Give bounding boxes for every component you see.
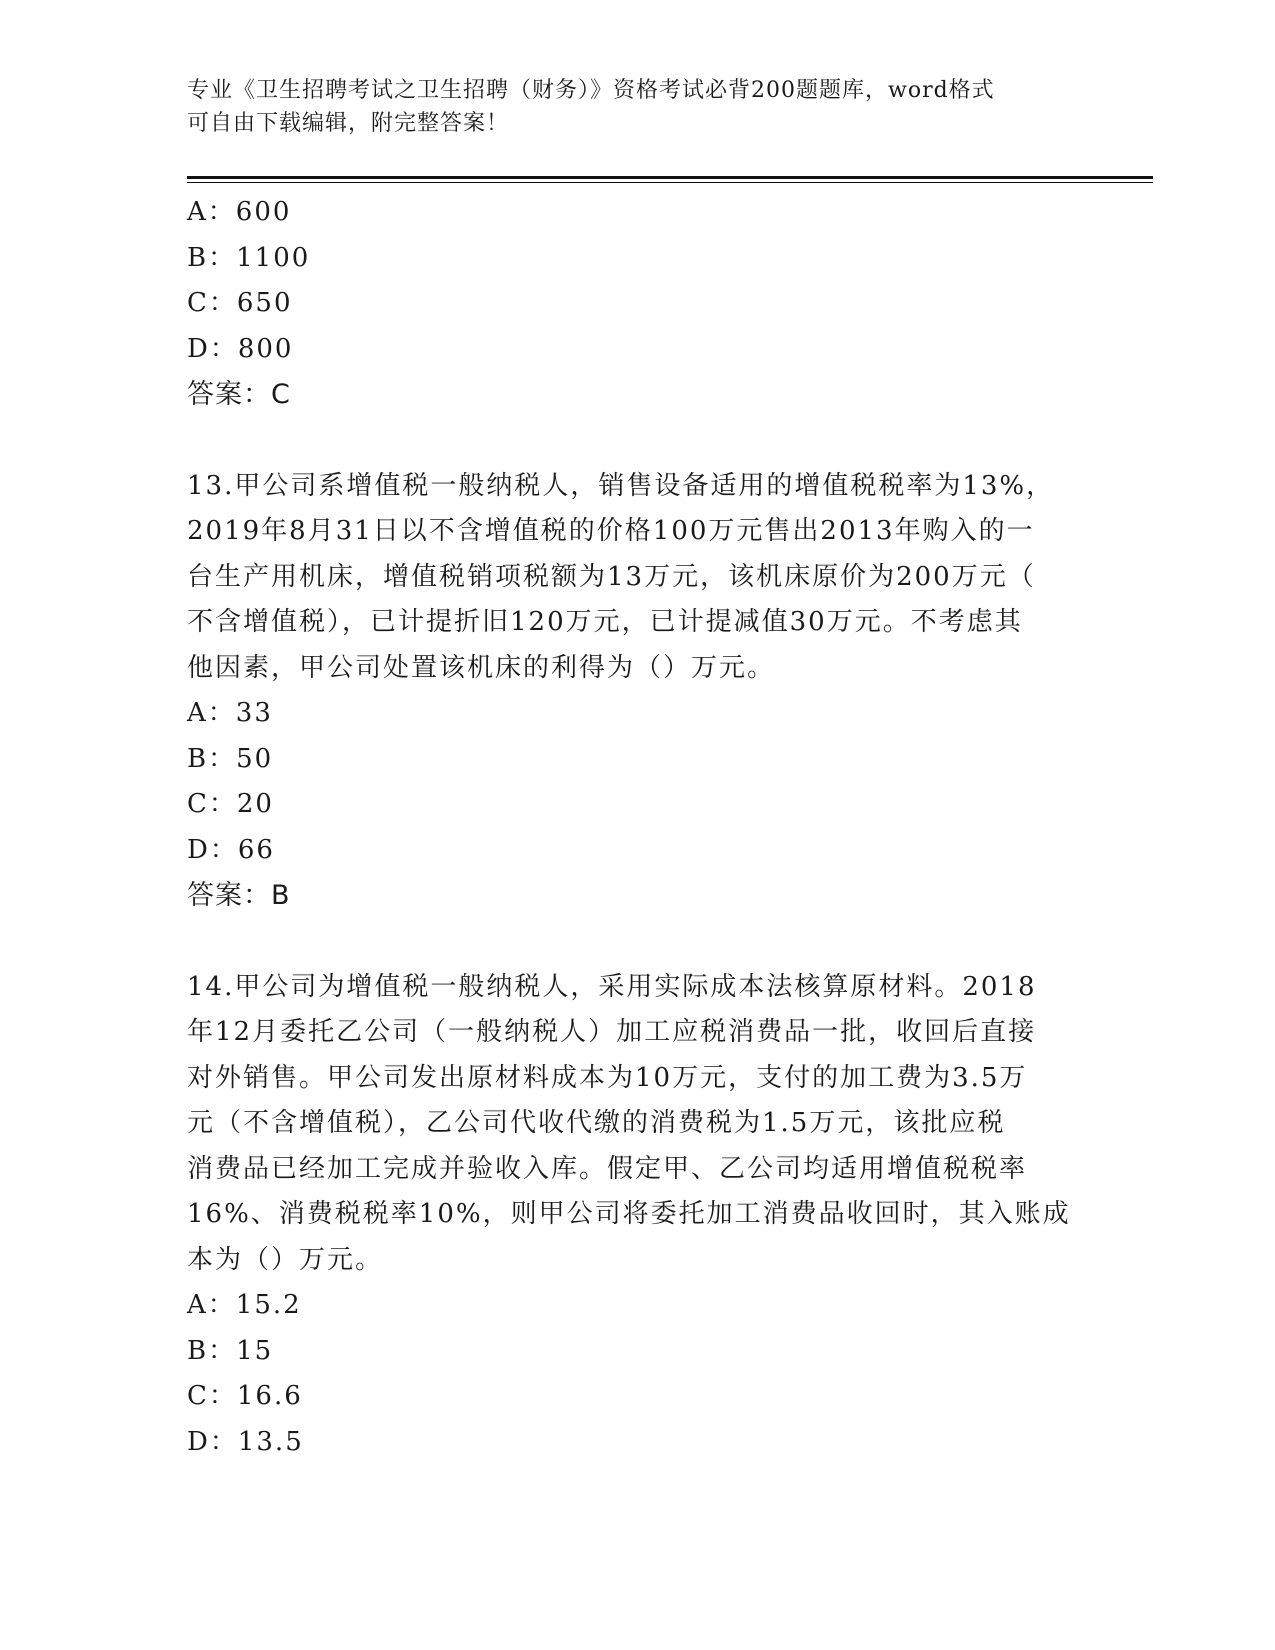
header-line-1: 专业《卫生招聘考试之卫生招聘（财务）》资格考试必背200题题库，word格式	[187, 78, 995, 103]
option-c: C：650	[187, 288, 293, 318]
question-text-line: 不含增值税），已计提折旧120万元，已计提减值30万元。不考虑其	[187, 607, 1023, 637]
answer-line: 答案：B	[187, 880, 291, 911]
option-c: C：20	[187, 789, 274, 819]
question-text-line: 16%、消费税税率10%，则甲公司将委托加工消费品收回时，其入账成	[187, 1199, 1071, 1229]
question-text-line: 13.甲公司系增值税一般纳税人，销售设备适用的增值税税率为13%，	[187, 470, 1055, 501]
question-text-line: 年12月委托乙公司（一般纳税人）加工应税消费品一批，收回后直接	[187, 1017, 1037, 1047]
header-divider-thick	[187, 176, 1153, 179]
spacer	[187, 418, 1087, 464]
question-text-line: 2019年8月31日以不含增值税的价格100万元售出2013年购入的一	[187, 516, 1035, 546]
question-13-block	[187, 464, 1087, 919]
question-14-block	[187, 965, 1087, 1466]
option-b: B：1100	[187, 242, 311, 273]
question-text-line: 他因素，甲公司处置该机床的利得为（）万元。	[187, 652, 776, 683]
question-text-line: 本为（）万元。	[187, 1244, 384, 1275]
option-c: C：16.6	[187, 1381, 303, 1411]
document-header	[187, 74, 1067, 140]
answer-line: 答案：C	[187, 379, 291, 410]
question-text-line: 元（不含增值税），乙公司代收代缴的消费税为1.5万元，该批应税	[187, 1108, 1006, 1138]
option-a: A：33	[187, 698, 273, 728]
question-text-line: 消费品已经加工完成并验收入库。假定甲、乙公司均适用增值税税率	[187, 1153, 1028, 1184]
option-d: D：13.5	[187, 1426, 304, 1457]
option-b: B：50	[187, 743, 274, 774]
option-b: B：15	[187, 1335, 274, 1366]
question-text-line: 14.甲公司为增值税一般纳税人，采用实际成本法核算原材料。2018	[187, 971, 1037, 1002]
question-text-line: 对外销售。甲公司发出原材料成本为10万元，支付的加工费为3.5万	[187, 1062, 1028, 1093]
spacer	[187, 919, 1087, 965]
header-line-2: 可自由下载编辑，附完整答案！	[187, 111, 510, 136]
option-a: A：600	[187, 197, 292, 227]
question-text-line: 台生产用机床，增值税销项税额为13万元，该机床原价为200万元（	[187, 561, 1036, 592]
option-d: D：800	[187, 333, 294, 364]
option-a: A：15.2	[187, 1290, 302, 1320]
question-12-block	[187, 190, 1087, 418]
option-d: D：66	[187, 834, 275, 865]
document-body	[187, 190, 1087, 1465]
header-divider-thin	[187, 182, 1153, 183]
